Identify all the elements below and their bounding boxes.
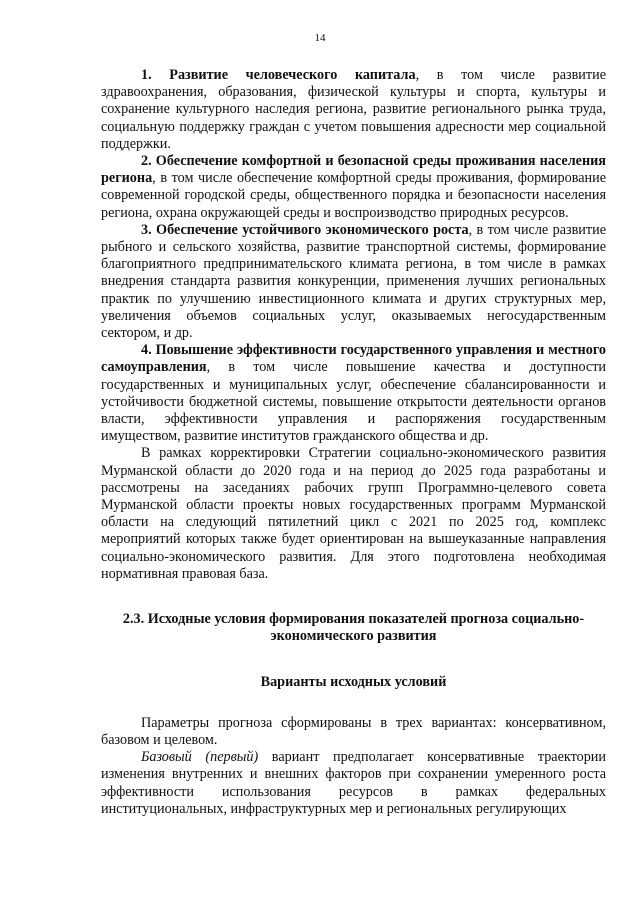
base-variant-paragraph xyxy=(101,749,606,818)
direction-item-4-lead: 4. Повышение эффективности государственного управления и местного самоуправления xyxy=(101,342,606,376)
page-number: 14 xyxy=(314,32,326,44)
strategy-paragraph: В рамках корректировки Стратегии социально-экономического развития Мурманской области до 2020 года и на период до 2025 года разработаны и рассмотрены на заседаниях рабочих групп Программно-целевого совета Мурманской области проекты новых государственных программ Мурманской области на следующий пятилетний цикл с 2021 по 2025 год, комплекс мероприятий которых также будет ориентирован на вышеуказанные направления социально-экономического развития. Для этого подготовлена необходимая нормативная правовая база. xyxy=(101,445,606,582)
direction-item-3 xyxy=(101,222,606,342)
base-variant-lead: Базовый (первый) xyxy=(141,749,259,766)
direction-item-2 xyxy=(101,153,606,222)
direction-item-3-lead: 3. Обеспечение устойчивого экономического роста xyxy=(141,221,469,238)
direction-item-4-text: , в том числе повышение качества и доступности государственных и муниципальных услуг, обеспечение сбалансированности и устойчивости бюджетной системы, повышение открытости деятельности органов власти, эффективности управления и распоряжения государственным имуществом, развитие институтов гражданского общества и др. xyxy=(101,359,606,445)
direction-item-2-lead: 2. Обеспечение комфортной и безопасной среды проживания населения региона xyxy=(101,153,606,187)
page-content xyxy=(101,67,606,818)
direction-item-4 xyxy=(101,342,606,445)
direction-item-3-text: , в том числе развитие рыбного и сельского хозяйства, развитие транспортной системы, формирование благоприятного предпринимательского климата региона, в том числе в рамках внедрения стандарта развития конкуренции, применения лучших региональных практик по улучшению инвестиционного климата и других структурных мер, увеличения объемов социальных услуг, оказываемых негосударственным сектором, и др. xyxy=(101,221,606,342)
direction-item-1-text: , в том числе развитие здравоохранения, образования, физической культуры и спорта, культуры и сохранение культурного наследия региона, развитие регионального рынка труда, социальную поддержку граждан с учетом повышения адресности мер социальной поддержки. xyxy=(101,67,606,152)
subheading: Варианты исходных условий xyxy=(260,673,447,690)
direction-item-1-lead: 1. Развитие человеческого капитала xyxy=(141,67,416,83)
direction-item-1 xyxy=(101,67,606,153)
base-variant-text: вариант предполагает консервативные траектории изменения внутренних и внешних факторов при сохранении умеренного роста эффективности использования ресурсов в рамках федеральных институциональных, инфраструктурных мер и региональных регулирующих xyxy=(101,749,606,817)
section-heading: 2.3. Исходные условия формирования показателей прогноза социально-экономического развития xyxy=(122,611,585,645)
direction-item-2-text: , в том числе обеспечение комфортной среды проживания, формирование современной городской среды, общественного порядка и безопасности населения региона, охрана окружающей среды и воспроизводство природных ресурсов. xyxy=(101,170,606,221)
params-paragraph: Параметры прогноза сформированы в трех вариантах: консервативном, базовом и целевом. xyxy=(101,714,606,748)
